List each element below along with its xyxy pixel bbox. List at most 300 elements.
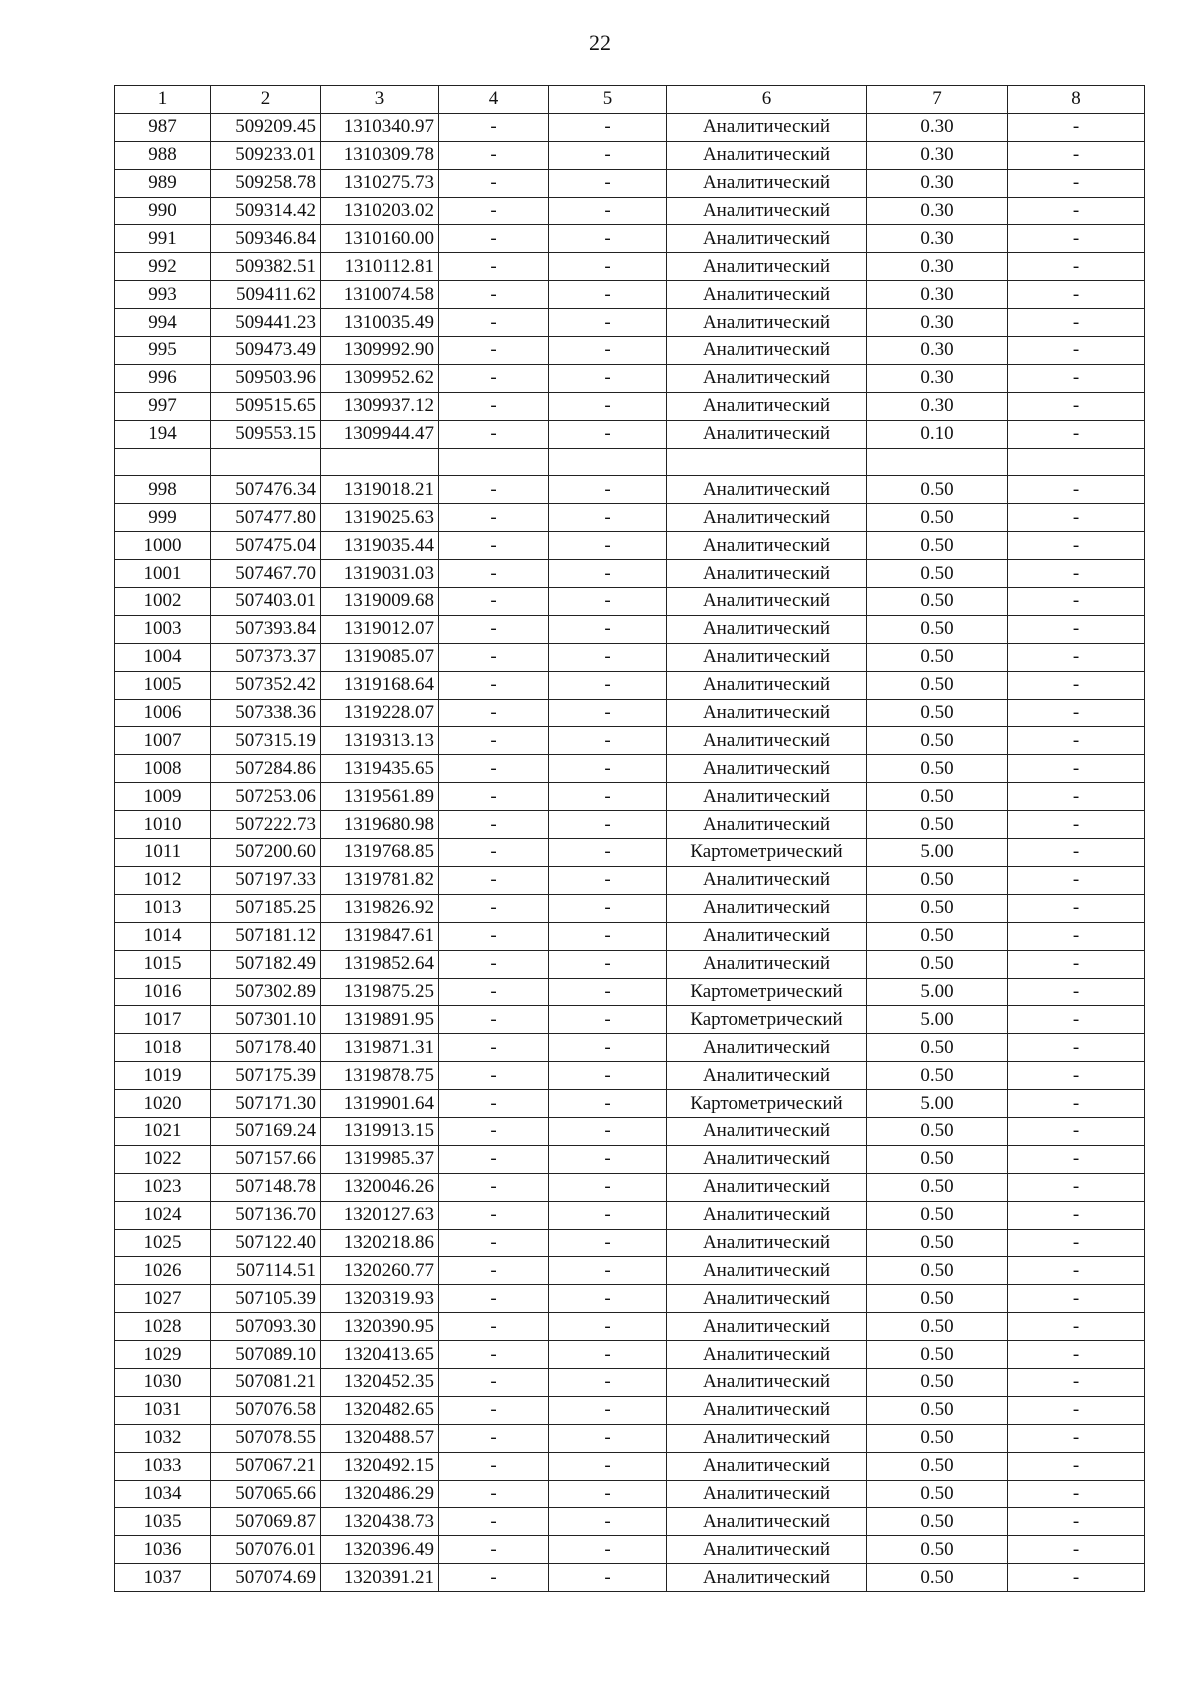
cell-col-8: -	[1008, 1285, 1145, 1313]
cell-x-coordinate: 507301.10	[211, 1006, 321, 1034]
cell-y-coordinate: 1320488.57	[321, 1424, 439, 1452]
cell-col-5: -	[549, 420, 667, 448]
cell-col-5: -	[549, 1090, 667, 1118]
cell-precision: 0.50	[867, 699, 1008, 727]
cell-col-5: -	[549, 1006, 667, 1034]
cell-col-4: -	[439, 588, 549, 616]
cell-col-5: -	[549, 1062, 667, 1090]
cell-point-number: 1023	[115, 1173, 211, 1201]
cell-point-number: 987	[115, 113, 211, 141]
cell-point-number: 997	[115, 392, 211, 420]
cell-col-8: -	[1008, 392, 1145, 420]
cell-col-4: -	[439, 476, 549, 504]
cell-col-5: -	[549, 1480, 667, 1508]
cell-col-8: -	[1008, 420, 1145, 448]
cell-col-8: -	[1008, 755, 1145, 783]
table-row	[115, 113, 1145, 141]
cell-point-number: 1027	[115, 1285, 211, 1313]
cell-x-coordinate: 507467.70	[211, 560, 321, 588]
cell-x-coordinate: 507065.66	[211, 1480, 321, 1508]
cell-y-coordinate: 1309944.47	[321, 420, 439, 448]
cell-precision: 0.50	[867, 588, 1008, 616]
cell-x-coordinate: 507302.89	[211, 978, 321, 1006]
cell-method: Аналитический	[667, 755, 867, 783]
cell-y-coordinate: 1319012.07	[321, 615, 439, 643]
cell-y-coordinate	[321, 448, 439, 476]
cell-col-4: -	[439, 1508, 549, 1536]
cell-x-coordinate: 507074.69	[211, 1564, 321, 1592]
cell-x-coordinate: 509503.96	[211, 364, 321, 392]
cell-col-4: -	[439, 1173, 549, 1201]
cell-col-4: -	[439, 1452, 549, 1480]
table-row	[115, 448, 1145, 476]
cell-point-number: 1026	[115, 1257, 211, 1285]
cell-col-8: -	[1008, 1257, 1145, 1285]
table-row	[115, 783, 1145, 811]
cell-precision: 0.50	[867, 755, 1008, 783]
cell-x-coordinate: 507069.87	[211, 1508, 321, 1536]
cell-precision: 0.50	[867, 1229, 1008, 1257]
table-row	[115, 253, 1145, 281]
cell-precision	[867, 448, 1008, 476]
cell-y-coordinate: 1310309.78	[321, 141, 439, 169]
cell-method: Аналитический	[667, 643, 867, 671]
cell-y-coordinate: 1319781.82	[321, 866, 439, 894]
cell-y-coordinate: 1319313.13	[321, 727, 439, 755]
cell-method: Аналитический	[667, 392, 867, 420]
cell-col-8: -	[1008, 141, 1145, 169]
cell-col-8: -	[1008, 1424, 1145, 1452]
cell-method: Аналитический	[667, 504, 867, 532]
cell-y-coordinate: 1320260.77	[321, 1257, 439, 1285]
cell-point-number: 996	[115, 364, 211, 392]
cell-method: Аналитический	[667, 699, 867, 727]
cell-col-5: -	[549, 1564, 667, 1592]
cell-precision: 0.30	[867, 169, 1008, 197]
cell-col-8: -	[1008, 1341, 1145, 1369]
cell-col-8: -	[1008, 588, 1145, 616]
cell-x-coordinate: 507182.49	[211, 950, 321, 978]
cell-y-coordinate: 1320218.86	[321, 1229, 439, 1257]
cell-method: Аналитический	[667, 420, 867, 448]
table-row	[115, 1452, 1145, 1480]
cell-col-5: -	[549, 1145, 667, 1173]
cell-method: Аналитический	[667, 532, 867, 560]
cell-col-5: -	[549, 141, 667, 169]
cell-y-coordinate: 1319847.61	[321, 922, 439, 950]
cell-precision: 0.30	[867, 392, 1008, 420]
cell-col-5: -	[549, 1034, 667, 1062]
cell-y-coordinate: 1319035.44	[321, 532, 439, 560]
cell-col-4: -	[439, 1368, 549, 1396]
cell-x-coordinate: 507352.42	[211, 671, 321, 699]
cell-precision: 0.50	[867, 1424, 1008, 1452]
cell-col-4: -	[439, 1201, 549, 1229]
table-row	[115, 1424, 1145, 1452]
cell-method: Аналитический	[667, 197, 867, 225]
cell-point-number: 1006	[115, 699, 211, 727]
cell-method: Аналитический	[667, 169, 867, 197]
cell-point-number: 1029	[115, 1341, 211, 1369]
cell-col-4: -	[439, 1034, 549, 1062]
cell-point-number: 995	[115, 337, 211, 365]
cell-precision: 0.50	[867, 560, 1008, 588]
cell-col-5: -	[549, 894, 667, 922]
cell-col-4	[439, 448, 549, 476]
cell-method: Аналитический	[667, 1145, 867, 1173]
table-row	[115, 727, 1145, 755]
cell-point-number: 1019	[115, 1062, 211, 1090]
table-row	[115, 1117, 1145, 1145]
cell-col-4: -	[439, 1564, 549, 1592]
table-row	[115, 1173, 1145, 1201]
cell-y-coordinate: 1319768.85	[321, 839, 439, 867]
cell-col-4: -	[439, 169, 549, 197]
cell-col-8: -	[1008, 643, 1145, 671]
cell-col-4: -	[439, 1396, 549, 1424]
table-row	[115, 169, 1145, 197]
cell-point-number: 1001	[115, 560, 211, 588]
cell-col-5: -	[549, 1396, 667, 1424]
cell-y-coordinate: 1320319.93	[321, 1285, 439, 1313]
cell-col-8: -	[1008, 1062, 1145, 1090]
cell-col-8: -	[1008, 866, 1145, 894]
cell-col-5: -	[549, 560, 667, 588]
cell-precision: 0.50	[867, 1257, 1008, 1285]
cell-y-coordinate: 1319901.64	[321, 1090, 439, 1118]
cell-x-coordinate: 507122.40	[211, 1229, 321, 1257]
cell-point-number: 1015	[115, 950, 211, 978]
cell-precision: 0.50	[867, 1508, 1008, 1536]
cell-y-coordinate: 1319025.63	[321, 504, 439, 532]
table-row	[115, 141, 1145, 169]
cell-col-8: -	[1008, 1090, 1145, 1118]
cell-point-number: 194	[115, 420, 211, 448]
cell-point-number	[115, 448, 211, 476]
cell-x-coordinate: 507197.33	[211, 866, 321, 894]
cell-y-coordinate: 1320492.15	[321, 1452, 439, 1480]
cell-col-4: -	[439, 337, 549, 365]
cell-col-4: -	[439, 1145, 549, 1173]
cell-precision: 0.50	[867, 811, 1008, 839]
cell-col-8: -	[1008, 1452, 1145, 1480]
cell-method: Аналитический	[667, 811, 867, 839]
cell-precision: 0.30	[867, 253, 1008, 281]
cell-col-8: -	[1008, 1480, 1145, 1508]
cell-method: Аналитический	[667, 783, 867, 811]
table-row	[115, 643, 1145, 671]
table-row	[115, 1201, 1145, 1229]
cell-precision: 0.30	[867, 197, 1008, 225]
cell-point-number: 998	[115, 476, 211, 504]
table-row	[115, 420, 1145, 448]
cell-col-5: -	[549, 727, 667, 755]
cell-x-coordinate: 507175.39	[211, 1062, 321, 1090]
cell-col-4: -	[439, 1006, 549, 1034]
cell-col-5: -	[549, 783, 667, 811]
cell-x-coordinate: 507315.19	[211, 727, 321, 755]
cell-y-coordinate: 1320046.26	[321, 1173, 439, 1201]
cell-y-coordinate: 1319435.65	[321, 755, 439, 783]
cell-method: Аналитический	[667, 253, 867, 281]
cell-col-4: -	[439, 1090, 549, 1118]
cell-y-coordinate: 1319031.03	[321, 560, 439, 588]
cell-col-8: -	[1008, 1034, 1145, 1062]
cell-col-4: -	[439, 811, 549, 839]
cell-col-8: -	[1008, 1006, 1145, 1034]
cell-col-4: -	[439, 532, 549, 560]
cell-col-5: -	[549, 839, 667, 867]
cell-y-coordinate: 1319985.37	[321, 1145, 439, 1173]
cell-x-coordinate: 507157.66	[211, 1145, 321, 1173]
cell-point-number: 1013	[115, 894, 211, 922]
cell-precision: 0.50	[867, 504, 1008, 532]
cell-col-5: -	[549, 811, 667, 839]
cell-precision: 0.50	[867, 1536, 1008, 1564]
cell-method: Аналитический	[667, 1508, 867, 1536]
cell-y-coordinate: 1320438.73	[321, 1508, 439, 1536]
cell-precision: 0.50	[867, 1285, 1008, 1313]
cell-col-8: -	[1008, 1201, 1145, 1229]
cell-col-8: -	[1008, 560, 1145, 588]
cell-col-4: -	[439, 309, 549, 337]
cell-point-number: 989	[115, 169, 211, 197]
table-row	[115, 1090, 1145, 1118]
cell-col-8: -	[1008, 113, 1145, 141]
cell-col-5: -	[549, 1257, 667, 1285]
cell-col-8: -	[1008, 783, 1145, 811]
cell-method: Аналитический	[667, 922, 867, 950]
cell-point-number: 1002	[115, 588, 211, 616]
cell-col-8: -	[1008, 225, 1145, 253]
cell-col-8: -	[1008, 699, 1145, 727]
cell-col-5: -	[549, 922, 667, 950]
cell-y-coordinate: 1309952.62	[321, 364, 439, 392]
cell-col-8: -	[1008, 197, 1145, 225]
cell-col-5: -	[549, 1229, 667, 1257]
cell-precision: 0.50	[867, 615, 1008, 643]
cell-x-coordinate: 507105.39	[211, 1285, 321, 1313]
cell-col-8: -	[1008, 1173, 1145, 1201]
cell-x-coordinate: 509473.49	[211, 337, 321, 365]
cell-y-coordinate: 1320127.63	[321, 1201, 439, 1229]
cell-x-coordinate: 507148.78	[211, 1173, 321, 1201]
cell-method: Аналитический	[667, 141, 867, 169]
cell-col-5: -	[549, 699, 667, 727]
cell-col-4: -	[439, 894, 549, 922]
cell-y-coordinate: 1310160.00	[321, 225, 439, 253]
cell-point-number: 1010	[115, 811, 211, 839]
cell-precision: 0.50	[867, 727, 1008, 755]
cell-precision: 0.30	[867, 337, 1008, 365]
cell-col-4: -	[439, 141, 549, 169]
cell-col-4: -	[439, 950, 549, 978]
cell-method: Аналитический	[667, 309, 867, 337]
cell-y-coordinate: 1309992.90	[321, 337, 439, 365]
cell-precision: 0.50	[867, 866, 1008, 894]
cell-x-coordinate: 507477.80	[211, 504, 321, 532]
cell-y-coordinate: 1310275.73	[321, 169, 439, 197]
cell-precision: 0.30	[867, 364, 1008, 392]
cell-point-number: 1037	[115, 1564, 211, 1592]
cell-precision: 0.50	[867, 1341, 1008, 1369]
cell-col-8: -	[1008, 671, 1145, 699]
cell-y-coordinate: 1319871.31	[321, 1034, 439, 1062]
cell-col-5: -	[549, 1424, 667, 1452]
cell-y-coordinate: 1319878.75	[321, 1062, 439, 1090]
cell-y-coordinate: 1319875.25	[321, 978, 439, 1006]
cell-precision: 0.50	[867, 783, 1008, 811]
cell-precision: 0.30	[867, 281, 1008, 309]
cell-point-number: 1032	[115, 1424, 211, 1452]
cell-point-number: 1030	[115, 1368, 211, 1396]
cell-col-8: -	[1008, 1508, 1145, 1536]
cell-x-coordinate: 507078.55	[211, 1424, 321, 1452]
cell-col-8: -	[1008, 1396, 1145, 1424]
cell-col-4: -	[439, 922, 549, 950]
cell-method: Картометрический	[667, 1006, 867, 1034]
cell-col-4: -	[439, 504, 549, 532]
cell-col-5: -	[549, 1285, 667, 1313]
cell-precision: 0.50	[867, 894, 1008, 922]
cell-x-coordinate: 509314.42	[211, 197, 321, 225]
table-row	[115, 839, 1145, 867]
cell-x-coordinate: 509258.78	[211, 169, 321, 197]
cell-x-coordinate: 507393.84	[211, 615, 321, 643]
cell-col-5: -	[549, 1508, 667, 1536]
cell-precision: 5.00	[867, 978, 1008, 1006]
cell-col-4: -	[439, 113, 549, 141]
cell-method: Аналитический	[667, 364, 867, 392]
cell-precision: 5.00	[867, 839, 1008, 867]
table-row	[115, 615, 1145, 643]
table-row	[115, 225, 1145, 253]
table-row	[115, 337, 1145, 365]
cell-col-4: -	[439, 253, 549, 281]
cell-col-5: -	[549, 978, 667, 1006]
cell-precision: 0.50	[867, 1396, 1008, 1424]
table-row	[115, 560, 1145, 588]
cell-col-8: -	[1008, 1536, 1145, 1564]
cell-x-coordinate: 509441.23	[211, 309, 321, 337]
cell-precision: 0.30	[867, 113, 1008, 141]
cell-col-5: -	[549, 253, 667, 281]
cell-y-coordinate: 1309937.12	[321, 392, 439, 420]
cell-precision: 0.50	[867, 1313, 1008, 1341]
cell-col-5: -	[549, 309, 667, 337]
cell-col-4: -	[439, 699, 549, 727]
table-row	[115, 1536, 1145, 1564]
table-row	[115, 197, 1145, 225]
cell-col-8: -	[1008, 727, 1145, 755]
cell-col-8: -	[1008, 811, 1145, 839]
table-body	[115, 113, 1145, 1591]
cell-point-number: 1005	[115, 671, 211, 699]
cell-col-5: -	[549, 113, 667, 141]
cell-col-8: -	[1008, 532, 1145, 560]
table-row	[115, 755, 1145, 783]
cell-x-coordinate: 507067.21	[211, 1452, 321, 1480]
cell-col-4: -	[439, 420, 549, 448]
cell-method: Аналитический	[667, 1536, 867, 1564]
cell-col-5: -	[549, 588, 667, 616]
cell-x-coordinate: 507181.12	[211, 922, 321, 950]
cell-col-8: -	[1008, 364, 1145, 392]
cell-y-coordinate: 1320396.49	[321, 1536, 439, 1564]
cell-col-5: -	[549, 755, 667, 783]
cell-col-8: -	[1008, 950, 1145, 978]
cell-col-8: -	[1008, 1117, 1145, 1145]
cell-y-coordinate: 1310035.49	[321, 309, 439, 337]
cell-col-5: -	[549, 337, 667, 365]
cell-col-4: -	[439, 615, 549, 643]
cell-col-5: -	[549, 643, 667, 671]
table-row	[115, 504, 1145, 532]
cell-col-4: -	[439, 978, 549, 1006]
cell-method: Аналитический	[667, 560, 867, 588]
cell-precision: 0.50	[867, 671, 1008, 699]
cell-col-8: -	[1008, 894, 1145, 922]
cell-method: Аналитический	[667, 1424, 867, 1452]
cell-col-5: -	[549, 197, 667, 225]
cell-col-4: -	[439, 1062, 549, 1090]
table-row	[115, 1062, 1145, 1090]
cell-x-coordinate	[211, 448, 321, 476]
cell-precision: 0.30	[867, 141, 1008, 169]
table-row	[115, 532, 1145, 560]
cell-method: Аналитический	[667, 476, 867, 504]
cell-method: Картометрический	[667, 978, 867, 1006]
cell-y-coordinate: 1320390.95	[321, 1313, 439, 1341]
table-row	[115, 1034, 1145, 1062]
cell-method: Аналитический	[667, 1480, 867, 1508]
cell-point-number: 1008	[115, 755, 211, 783]
header-row	[115, 86, 1145, 114]
cell-x-coordinate: 507089.10	[211, 1341, 321, 1369]
cell-precision: 0.50	[867, 1452, 1008, 1480]
cell-method: Аналитический	[667, 1368, 867, 1396]
cell-method: Аналитический	[667, 1173, 867, 1201]
table-row	[115, 476, 1145, 504]
cell-precision: 5.00	[867, 1090, 1008, 1118]
cell-method: Аналитический	[667, 866, 867, 894]
cell-col-8: -	[1008, 1145, 1145, 1173]
cell-col-4: -	[439, 1117, 549, 1145]
cell-x-coordinate: 507081.21	[211, 1368, 321, 1396]
page-number: 22	[589, 30, 611, 55]
cell-col-8: -	[1008, 1368, 1145, 1396]
column-header-4: 4	[439, 86, 549, 114]
cell-point-number: 1012	[115, 866, 211, 894]
cell-point-number: 1016	[115, 978, 211, 1006]
cell-method: Аналитический	[667, 950, 867, 978]
cell-col-4: -	[439, 866, 549, 894]
cell-col-4: -	[439, 1257, 549, 1285]
cell-col-8: -	[1008, 309, 1145, 337]
cell-col-4: -	[439, 755, 549, 783]
cell-y-coordinate: 1319913.15	[321, 1117, 439, 1145]
cell-y-coordinate: 1319009.68	[321, 588, 439, 616]
cell-x-coordinate: 509209.45	[211, 113, 321, 141]
cell-point-number: 1017	[115, 1006, 211, 1034]
cell-col-5: -	[549, 950, 667, 978]
cell-col-5: -	[549, 392, 667, 420]
cell-col-5: -	[549, 615, 667, 643]
cell-col-8: -	[1008, 281, 1145, 309]
cell-point-number: 1004	[115, 643, 211, 671]
column-header-3: 3	[321, 86, 439, 114]
cell-x-coordinate: 507222.73	[211, 811, 321, 839]
